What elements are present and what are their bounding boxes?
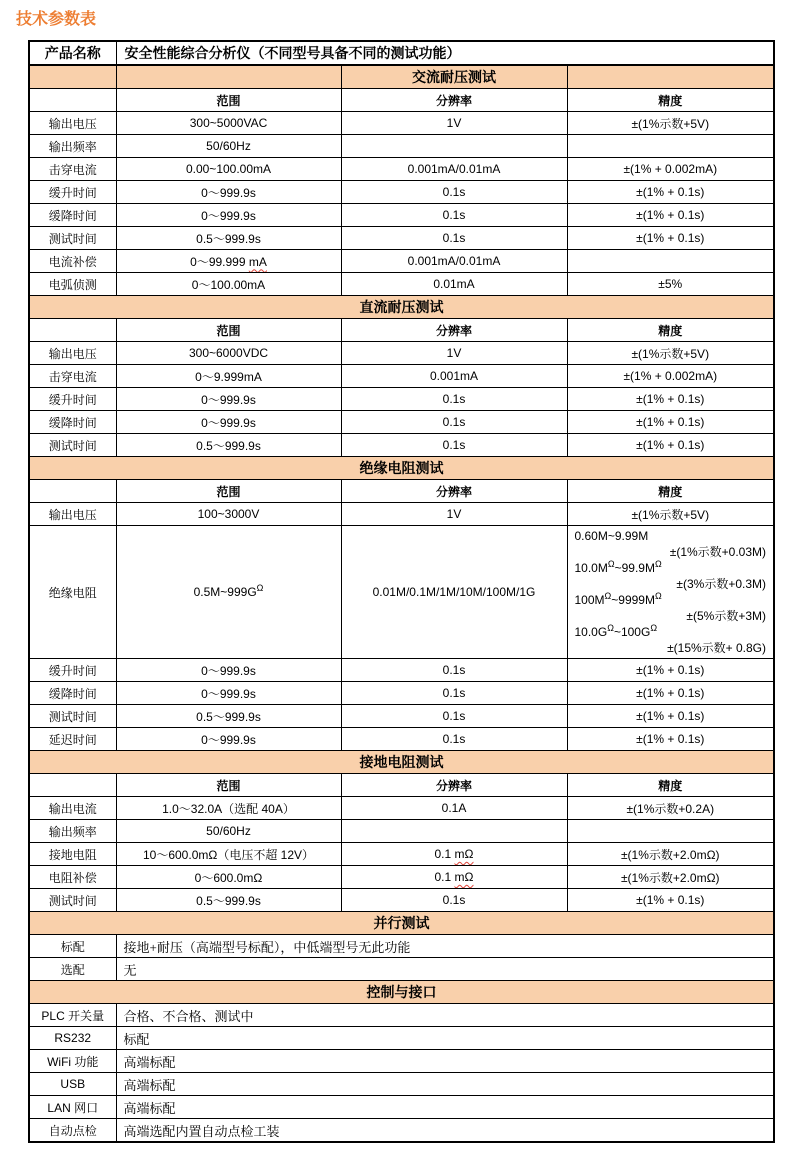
row-label: 自动点检 [29,1119,116,1143]
row-label: 缓降时间 [29,411,116,434]
row-label: 延迟时间 [29,728,116,751]
row-label: 测试时间 [29,889,116,912]
cell-accuracy: ±(1% + 0.1s) [567,204,774,227]
column-header-row [29,480,774,503]
cell-range: 50/60Hz [116,135,341,158]
section-band [29,65,774,89]
product-value: 安全性能综合分析仪（不同型号具备不同的测试功能） [116,41,774,65]
cell-accuracy: ±(1%示数+0.2A) [567,797,774,820]
column-header-row [29,319,774,342]
cell-accuracy: ±(1% + 0.1s) [567,434,774,457]
cell-value: 合格、不合格、测试中 [116,1004,774,1027]
cell-resolution: 0.1s [341,181,567,204]
col-header-range: 范围 [116,480,341,503]
row-label: 输出电压 [29,342,116,365]
accuracy-line [575,576,767,592]
spellcheck-flagged-text: mA [248,254,267,269]
table-row [29,526,774,659]
table-row [29,112,774,135]
cell-resolution: 0.1s [341,889,567,912]
cell-value: 高端标配 [116,1073,774,1096]
omega-superscript: Ω [256,583,264,593]
accuracy-line [575,528,767,544]
col-header-empty [29,89,116,112]
table-row [29,388,774,411]
text-part: ~9999M [611,593,655,607]
col-header-accuracy: 精度 [567,319,774,342]
text-part: 0～99.999 [190,254,249,269]
accuracy-line [575,640,767,656]
cell-resolution [341,843,567,866]
product-row [29,41,774,65]
table-row [29,365,774,388]
cell-accuracy: ±(1% + 0.1s) [567,659,774,682]
table-row [29,1119,774,1143]
col-header-empty [29,480,116,503]
cell-range: 0～999.9s [116,411,341,434]
cell-resolution: 1V [341,342,567,365]
table-row [29,434,774,457]
spec-table-body [29,41,774,1142]
row-label: 输出电流 [29,797,116,820]
col-header-resolution: 分辨率 [341,480,567,503]
cell-range: 0～999.9s [116,388,341,411]
row-label: USB [29,1073,116,1096]
cell-value: 标配 [116,1027,774,1050]
row-label: 电流补偿 [29,250,116,273]
col-header-accuracy: 精度 [567,89,774,112]
cell-accuracy [567,135,774,158]
column-header-row [29,89,774,112]
table-row [29,728,774,751]
cell-range: 300~6000VDC [116,342,341,365]
table-row [29,889,774,912]
col-header-accuracy: 精度 [567,774,774,797]
row-label: 接地电阻 [29,843,116,866]
cell-accuracy: ±5% [567,273,774,296]
table-row [29,1073,774,1096]
cell-value: 高端选配内置自动点检工装 [116,1119,774,1143]
table-row [29,411,774,434]
cell-range: 0～600.0mΩ [116,866,341,889]
row-label: 缓升时间 [29,181,116,204]
row-label: RS232 [29,1027,116,1050]
column-header-row [29,774,774,797]
col-header-resolution: 分辨率 [341,774,567,797]
section-title: 交流耐压测试 [341,65,567,89]
cell-range: 0～100.00mA [116,273,341,296]
cell-accuracy: ±(1% + 0.1s) [567,889,774,912]
text-part: ~100G [613,625,651,639]
cell-range: 0～999.9s [116,728,341,751]
cell-range: 0～999.9s [116,181,341,204]
section-band [29,751,774,774]
cell-resolution [341,820,567,843]
row-label: 测试时间 [29,227,116,250]
row-label: 输出频率 [29,820,116,843]
band-cell-empty [116,65,341,89]
row-label: 选配 [29,958,116,981]
text-part: ±(15%示数+ 0.8G) [667,641,767,655]
cell-range: 10～600.0mΩ（电压不超 12V） [116,843,341,866]
band-cell-empty [29,65,116,89]
col-header-range: 范围 [116,774,341,797]
table-row [29,866,774,889]
cell-resolution: 0.1s [341,728,567,751]
table-row [29,158,774,181]
spellcheck-flagged-text: mΩ [454,847,474,861]
cell-accuracy: ±(1% + 0.1s) [567,227,774,250]
cell-resolution: 1V [341,112,567,135]
cell-range: 100~3000V [116,503,341,526]
cell-range [116,526,341,659]
cell-range: 300~5000VAC [116,112,341,135]
row-label: 缓降时间 [29,682,116,705]
cell-range: 0.5～999.9s [116,705,341,728]
cell-accuracy: ±(1%示数+5V) [567,112,774,135]
section-title: 直流耐压测试 [29,296,774,319]
table-row [29,935,774,958]
cell-resolution: 0.1s [341,682,567,705]
table-row [29,1004,774,1027]
text-part: 0.1 [434,847,455,861]
table-row [29,342,774,365]
row-label: 测试时间 [29,434,116,457]
cell-accuracy: ±(1% + 0.1s) [567,411,774,434]
cell-value: 接地+耐压（高端型号标配），中低端型号无此功能 [116,935,774,958]
table-row [29,227,774,250]
cell-value: 无 [116,958,774,981]
col-header-accuracy: 精度 [567,480,774,503]
cell-resolution: 0.1s [341,388,567,411]
text-part: 10.0M [574,561,608,575]
accuracy-line [575,592,767,608]
cell-accuracy: ±(1%示数+5V) [567,342,774,365]
table-row [29,843,774,866]
section-band [29,912,774,935]
table-row [29,1050,774,1073]
section-band [29,981,774,1004]
row-label: 电阻补偿 [29,866,116,889]
row-label: PLC 开关量 [29,1004,116,1027]
text-part: ±(1%示数+0.03M) [669,545,767,559]
accuracy-line [575,560,767,576]
cell-range: 50/60Hz [116,820,341,843]
table-row [29,181,774,204]
text-part: 0.60M~9.99M [574,529,649,543]
text-part: ±(3%示数+0.3M) [676,577,767,591]
col-header-resolution: 分辨率 [341,89,567,112]
table-row [29,204,774,227]
cell-accuracy [567,820,774,843]
accuracy-line [575,624,767,640]
omega-superscript: Ω [654,591,662,601]
cell-resolution: 0.1s [341,434,567,457]
cell-accuracy [567,250,774,273]
cell-resolution: 0.1s [341,705,567,728]
cell-resolution: 0.01mA [341,273,567,296]
page-title: 技术参数表 [16,11,97,28]
cell-accuracy [567,526,774,659]
cell-accuracy: ±(1% + 0.002mA) [567,158,774,181]
section-title: 并行测试 [29,912,774,935]
text-part: 10.0G [574,625,608,639]
cell-resolution: 0.1s [341,411,567,434]
cell-accuracy: ±(1% + 0.1s) [567,705,774,728]
table-row [29,705,774,728]
row-label: 缓降时间 [29,204,116,227]
col-header-range: 范围 [116,89,341,112]
cell-accuracy: ±(1%示数+2.0mΩ) [567,866,774,889]
spec-table [28,40,775,1143]
section-band [29,296,774,319]
cell-range: 0.5～999.9s [116,227,341,250]
cell-resolution: 0.1s [341,204,567,227]
row-label: 缓升时间 [29,659,116,682]
col-header-empty [29,774,116,797]
cell-accuracy: ±(1% + 0.1s) [567,682,774,705]
table-row [29,135,774,158]
col-header-resolution: 分辨率 [341,319,567,342]
spellcheck-flagged-text: mΩ [454,870,474,884]
text-part: ~99.9M [614,561,655,575]
cell-resolution: 0.001mA/0.01mA [341,158,567,181]
row-label: 测试时间 [29,705,116,728]
section-title: 绝缘电阻测试 [29,457,774,480]
cell-range: 0～999.9s [116,659,341,682]
section-band [29,457,774,480]
cell-resolution: 0.1s [341,659,567,682]
col-header-empty [29,319,116,342]
table-row [29,1096,774,1119]
row-label: 击穿电流 [29,365,116,388]
cell-range: 0.5～999.9s [116,889,341,912]
cell-range: 0～9.999mA [116,365,341,388]
cell-value: 高端标配 [116,1096,774,1119]
band-cell-empty [567,65,774,89]
accuracy-line [575,544,767,560]
row-label: 击穿电流 [29,158,116,181]
omega-superscript: Ω [607,623,614,633]
cell-accuracy: ±(1% + 0.1s) [567,388,774,411]
omega-superscript: Ω [650,623,658,633]
cell-range: 0～999.9s [116,682,341,705]
cell-accuracy: ±(1% + 0.1s) [567,728,774,751]
omega-superscript: Ω [607,559,615,569]
cell-resolution: 0.01M/0.1M/1M/10M/100M/1G [341,526,567,659]
product-label: 产品名称 [29,41,116,65]
text-part: 0.5M~999G [193,585,257,599]
cell-range [116,250,341,273]
cell-resolution: 0.1A [341,797,567,820]
table-row [29,503,774,526]
table-row [29,820,774,843]
cell-range: 0～999.9s [116,204,341,227]
cell-accuracy: ±(1% + 0.002mA) [567,365,774,388]
row-label: 绝缘电阻 [29,526,116,659]
table-row [29,797,774,820]
row-label: LAN 网口 [29,1096,116,1119]
section-title: 控制与接口 [29,981,774,1004]
row-label: 标配 [29,935,116,958]
row-label: WiFi 功能 [29,1050,116,1073]
cell-resolution: 0.001mA [341,365,567,388]
cell-range: 0.5～999.9s [116,434,341,457]
row-label: 电弧侦测 [29,273,116,296]
table-row [29,250,774,273]
omega-superscript: Ω [654,559,662,569]
row-label: 输出频率 [29,135,116,158]
text-part: ±(5%示数+3M) [686,609,767,623]
cell-value: 高端标配 [116,1050,774,1073]
cell-resolution [341,866,567,889]
row-label: 输出电压 [29,112,116,135]
cell-range: 0.00~100.00mA [116,158,341,181]
section-title: 接地电阻测试 [29,751,774,774]
table-row [29,682,774,705]
cell-resolution: 0.001mA/0.01mA [341,250,567,273]
table-row [29,273,774,296]
cell-resolution: 1V [341,503,567,526]
table-row [29,1027,774,1050]
text-part: 100M [574,593,605,607]
cell-resolution [341,135,567,158]
col-header-range: 范围 [116,319,341,342]
table-row [29,659,774,682]
cell-accuracy: ±(1%示数+5V) [567,503,774,526]
cell-range: 1.0～32.0A（选配 40A） [116,797,341,820]
omega-superscript: Ω [604,591,612,601]
text-part: 0.1 [434,870,455,884]
cell-resolution: 0.1s [341,227,567,250]
table-row [29,958,774,981]
accuracy-line [575,608,767,624]
row-label: 输出电压 [29,503,116,526]
cell-accuracy: ±(1% + 0.1s) [567,181,774,204]
row-label: 缓升时间 [29,388,116,411]
cell-accuracy: ±(1%示数+2.0mΩ) [567,843,774,866]
